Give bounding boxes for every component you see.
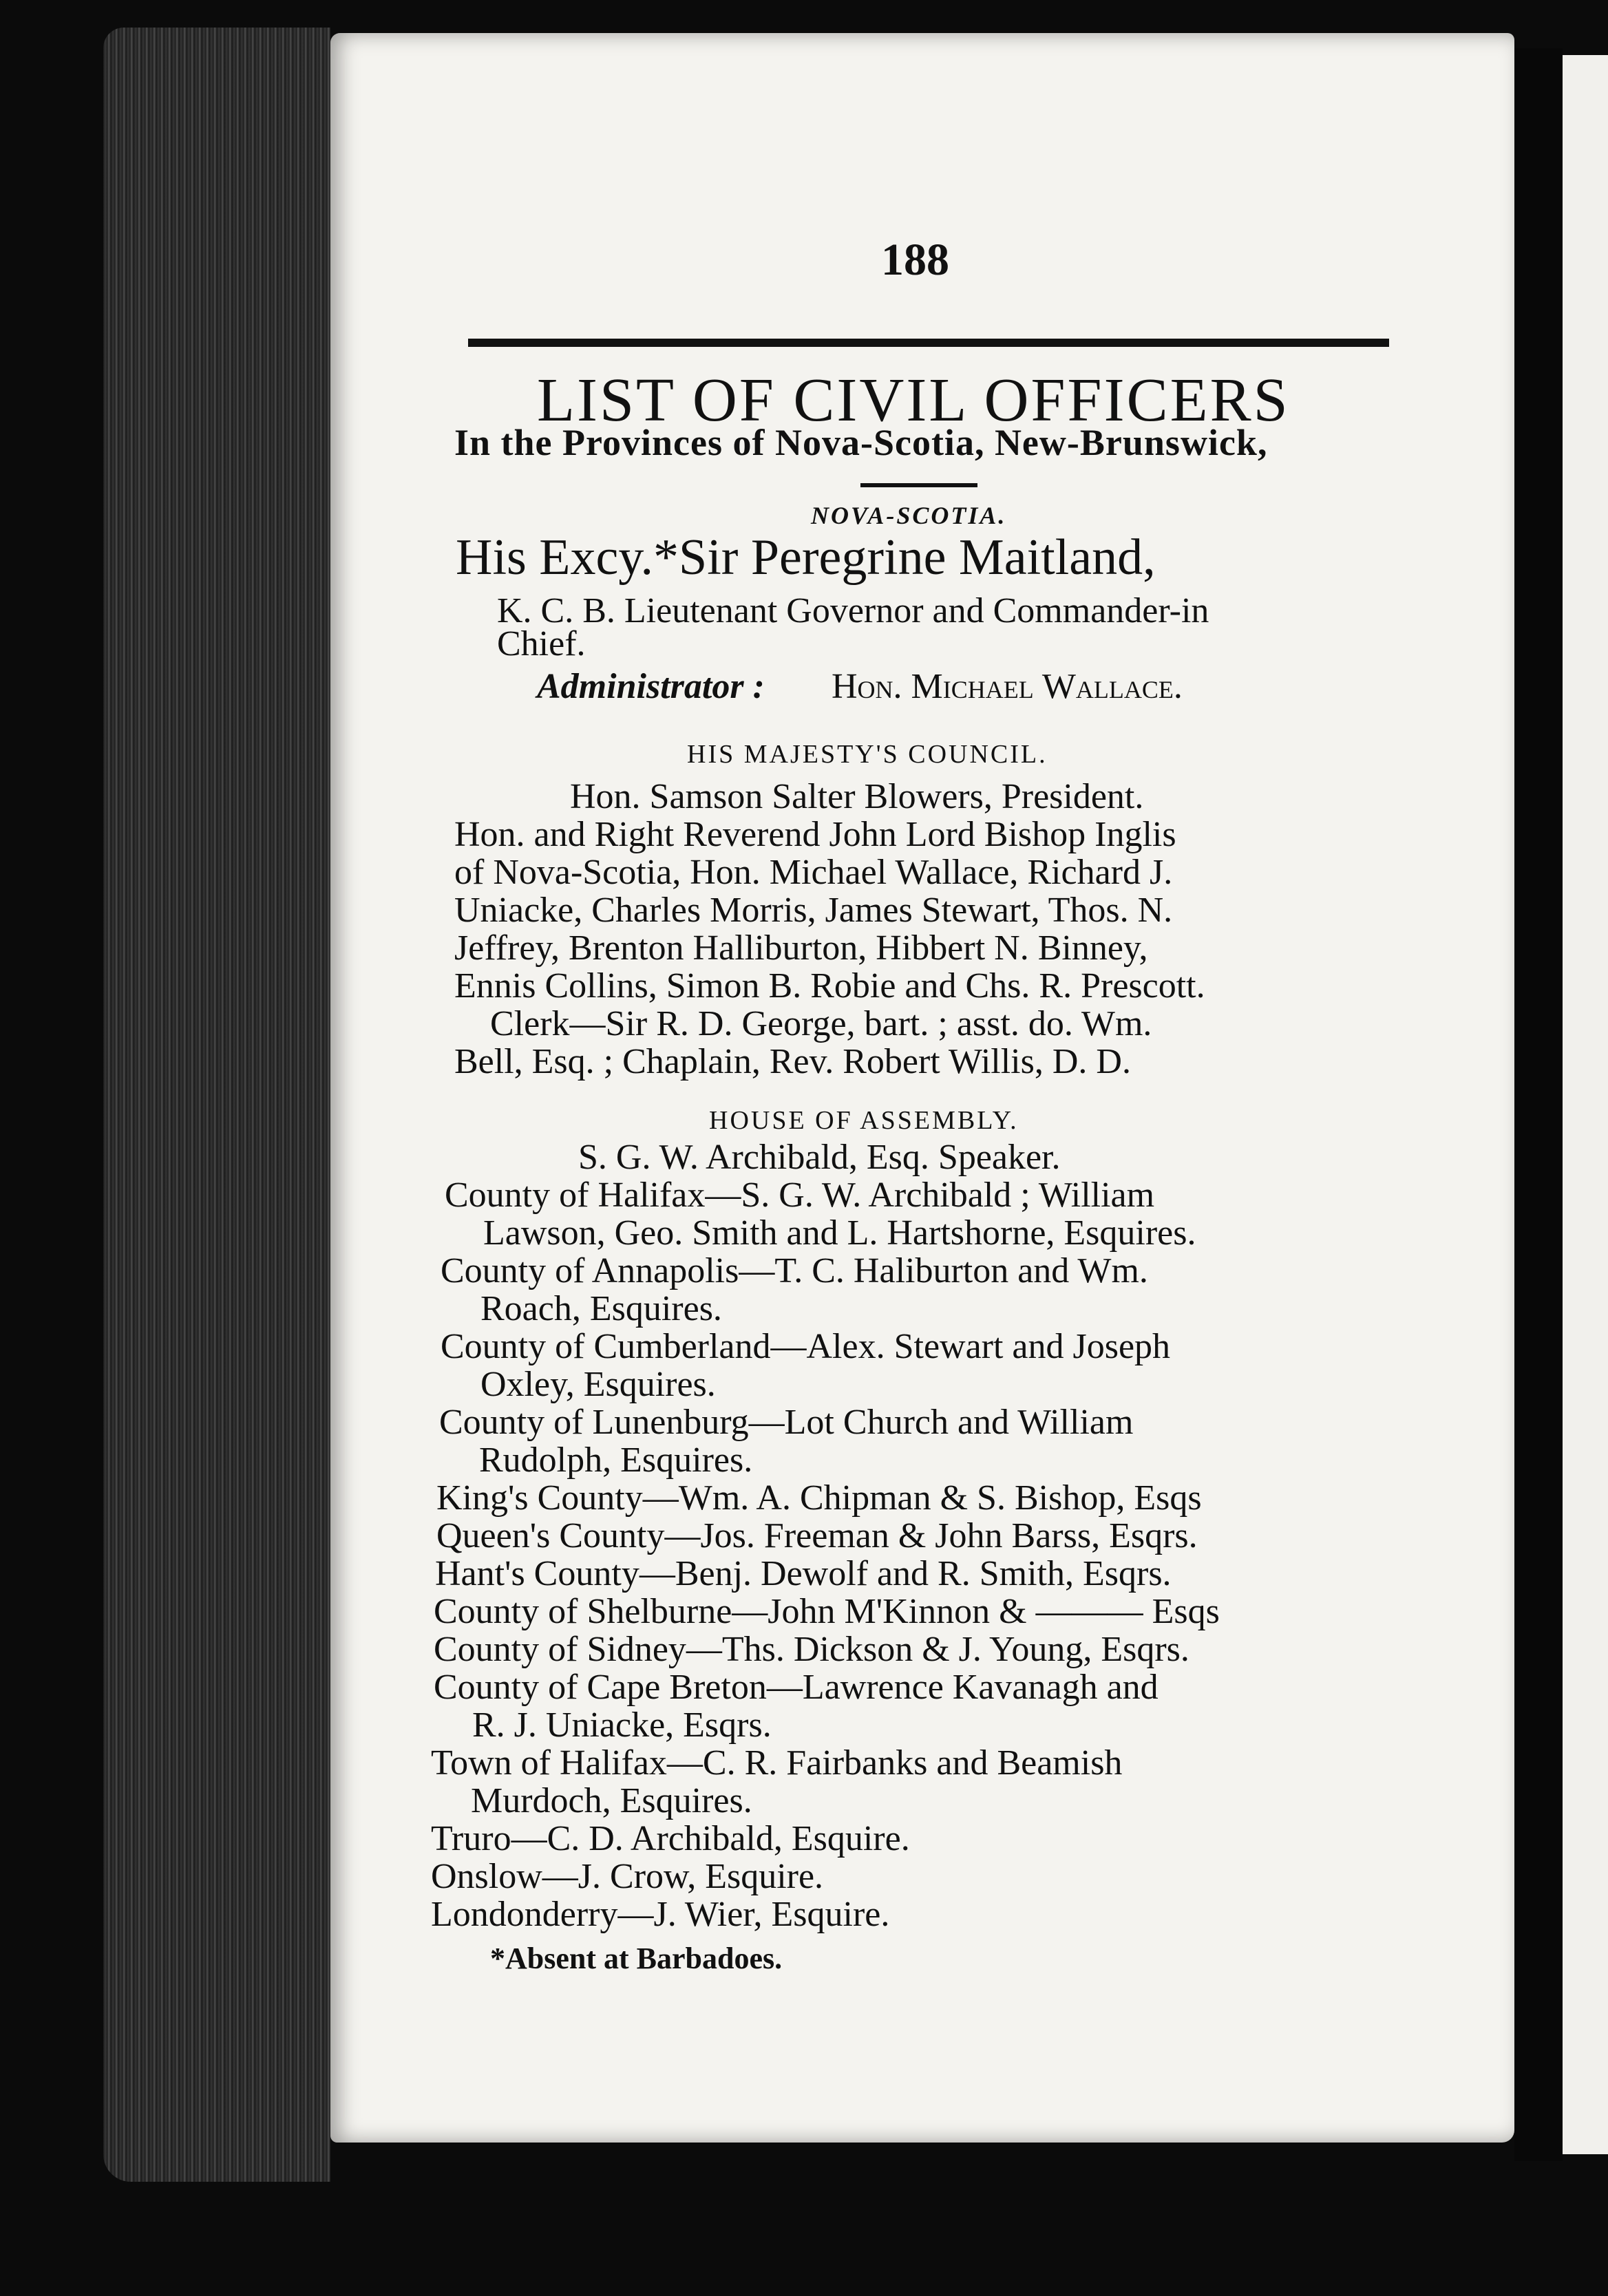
assembly-line: County of Cumberland—Alex. Stewart and Joseph	[441, 1327, 1171, 1366]
assembly-line: County of Halifax—S. G. W. Archibald ; William	[445, 1176, 1155, 1215]
assembly-line: S. G. W. Archibald, Esq. Speaker.	[578, 1138, 1061, 1177]
assembly-line: R. J. Uniacke, Esqrs.	[472, 1705, 772, 1745]
administrator-value: Hon. Michael Wallace.	[832, 667, 1183, 706]
council-line: Clerk—Sir R. D. George, bart. ; asst. do. Wm.	[490, 1004, 1152, 1043]
page-title: LIST OF CIVIL OFFICERS	[537, 366, 1290, 434]
book-gutter	[1514, 48, 1563, 2161]
nova-scotia-heading: NOVA-SCOTIA.	[811, 502, 1007, 529]
assembly-line: Hant's County—Benj. Dewolf and R. Smith, Esqrs.	[435, 1554, 1172, 1593]
assembly-line: Murdoch, Esquires.	[471, 1781, 752, 1820]
assembly-line: Rudolph, Esquires.	[479, 1441, 753, 1480]
page-subtitle: In the Provinces of Nova-Scotia, New-Brunswick,	[454, 422, 1268, 463]
assembly-line: Lawson, Geo. Smith and L. Hartshorne, Esquires.	[483, 1213, 1196, 1253]
council-line: Uniacke, Charles Morris, James Stewart, Thos. N.	[454, 891, 1173, 930]
facing-page-edge	[1563, 55, 1608, 2154]
assembly-line: Roach, Esquires.	[480, 1289, 722, 1328]
assembly-line: County of Sidney—Ths. Dickson & J. Young, Esqrs.	[434, 1630, 1189, 1669]
assembly-line: County of Lunenburg—Lot Church and William	[439, 1403, 1134, 1442]
assembly-line: County of Annapolis—T. C. Haliburton and Wm.	[441, 1251, 1148, 1290]
governor-line-1: His Excy.*Sir Peregrine Maitland,	[456, 529, 1156, 586]
council-line: Hon. and Right Reverend John Lord Bishop Inglis	[454, 815, 1176, 854]
assembly-line: Town of Halifax—C. R. Fairbanks and Beamish	[431, 1743, 1123, 1783]
section-rule	[860, 483, 977, 487]
assembly-line: County of Cape Breton—Lawrence Kavanagh and	[434, 1668, 1159, 1707]
book-page-edges	[103, 28, 330, 2182]
council-line: Ennis Collins, Simon B. Robie and Chs. R. Prescott.	[454, 966, 1205, 1006]
assembly-heading: HOUSE OF ASSEMBLY.	[709, 1106, 1019, 1135]
governor-line-2: K. C. B. Lieutenant Governor and Commander-in	[497, 591, 1209, 630]
assembly-line: County of Shelburne—John M'Kinnon & ——— Esqs	[434, 1592, 1220, 1631]
council-heading: HIS MAJESTY'S COUNCIL.	[687, 740, 1048, 769]
council-line: Hon. Samson Salter Blowers, President.	[570, 777, 1144, 816]
administrator-label: Administrator :	[537, 667, 765, 706]
header-rule	[468, 339, 1389, 347]
page-number: 188	[881, 235, 949, 285]
assembly-line: Oxley, Esquires.	[480, 1365, 716, 1404]
assembly-line: King's County—Wm. A. Chipman & S. Bishop, Esqs	[436, 1478, 1202, 1518]
assembly-line: Truro—C. D. Archibald, Esquire.	[431, 1819, 910, 1858]
governor-line-3: Chief.	[497, 624, 586, 663]
assembly-line: Queen's County—Jos. Freeman & John Barss, Esqrs.	[436, 1516, 1198, 1555]
assembly-line: Londonderry—J. Wier, Esquire.	[431, 1895, 890, 1934]
council-line: Bell, Esq. ; Chaplain, Rev. Robert Willis, D. D.	[454, 1042, 1131, 1081]
footnote: *Absent at Barbadoes.	[490, 1942, 783, 1975]
council-line: of Nova-Scotia, Hon. Michael Wallace, Richard J.	[454, 853, 1173, 892]
council-line: Jeffrey, Brenton Halliburton, Hibbert N. Binney,	[454, 928, 1148, 968]
assembly-line: Onslow—J. Crow, Esquire.	[431, 1857, 824, 1896]
